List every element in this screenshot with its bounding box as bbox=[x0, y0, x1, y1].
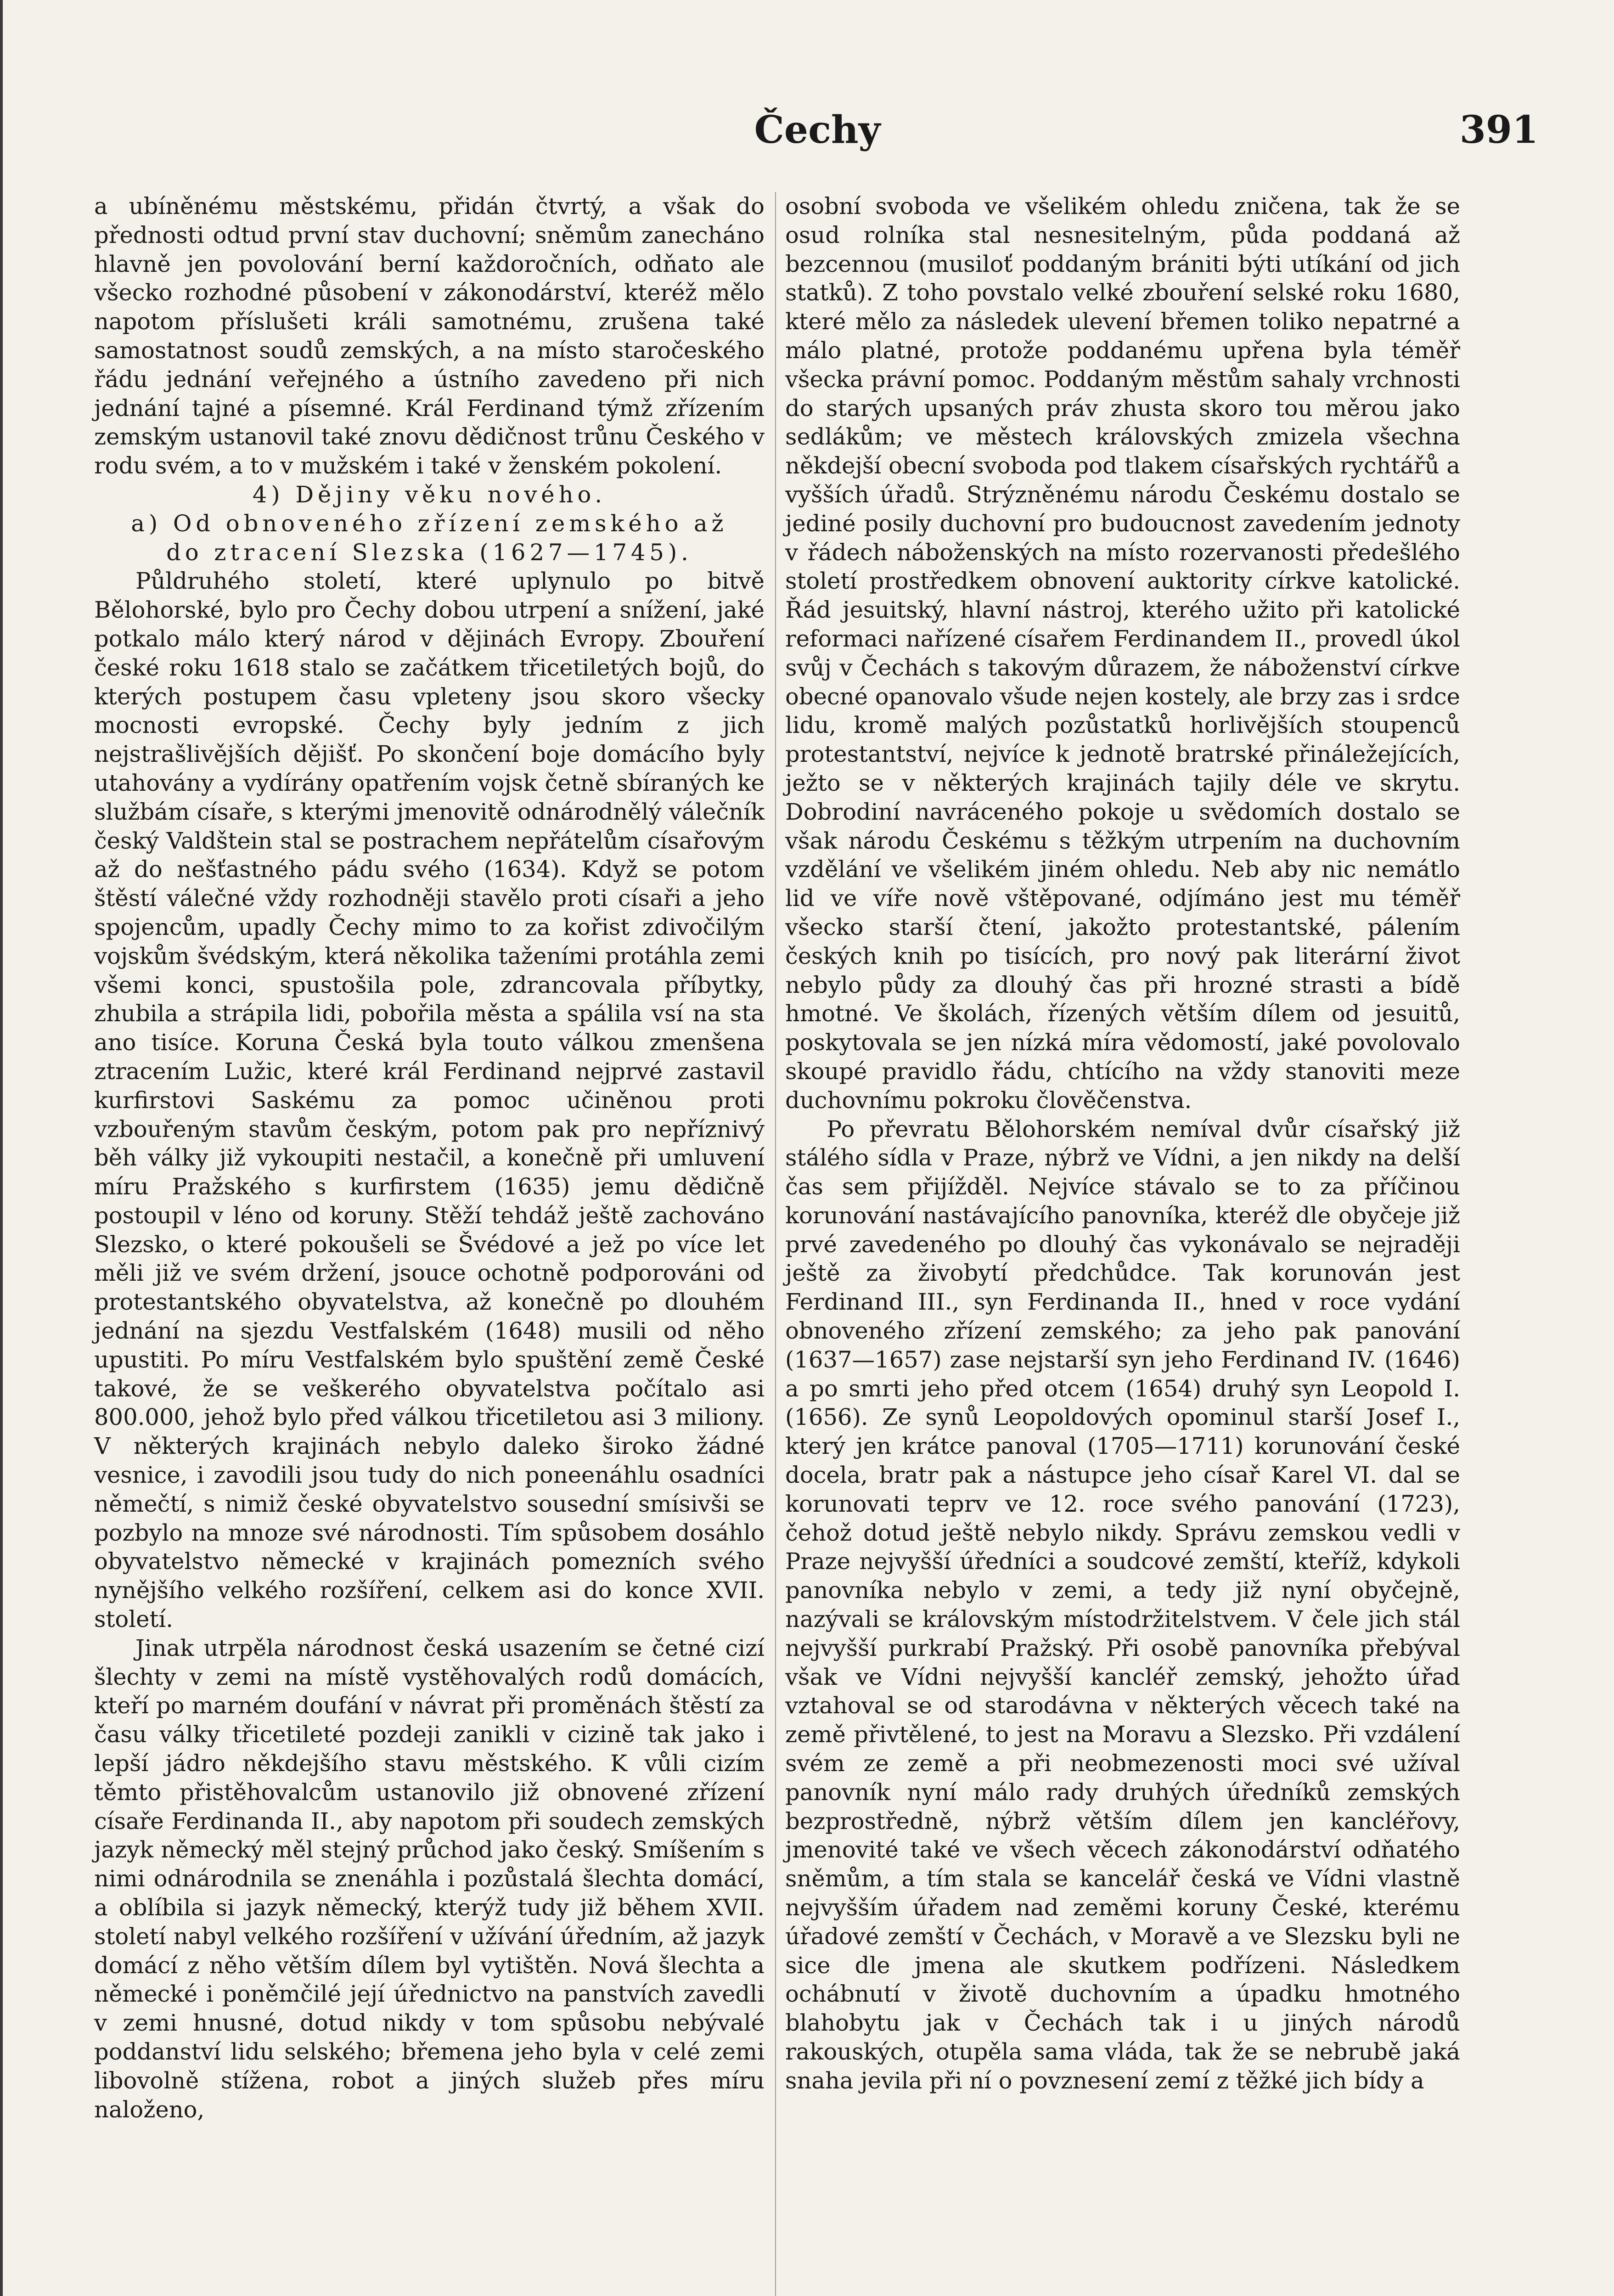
paragraph: Po převratu Bělohorském nemíval dvůr císařský již stálého sídla v Praze, nýbrž ve Vídni, a jen nikdy na delší čas sem přijížděl. Nejvíce stávalo se to za příčinou korunování nastávajícího panovníka, kteréž dle obyčeje již prvé zavedeného po dlouhý čas vykonávalo se nejraději ještě za živobytí předchůdce. Tak korunován jest Ferdinand III., syn Ferdinanda II., hned v roce vydání obnoveného zřízení zemského; za jeho pak panování (1637—1657) zase nejstarší syn jeho Ferdinand IV. (1646) a po smrti jeho před otcem (1654) druhý syn Leopold I. (1656). Ze synů Leopoldových opominul starší Josef I., který jen krátce panoval (1705—1711) korunování české docela, bratr pak a nástupce jeho císař Karel VI. dal se korunovati teprv ve 12. roce svého panování (1723), čehož dotud ještě nebylo nikdy. Správu zemskou vedli v Praze nejvyšší úředníci a soudcové zemští, kteříž, kdykoli panovníka nebylo v zemi, a tedy již nyní obyčejně, nazývali se královským místodržitelstvem. V čele jich stál nejvyšší purkrabí Pražský. Při osobě panovníka přebýval však ve Vídni nejvyšší kancléř zemský, jehožto úřad vztahoval se od starodávna v některých věcech také na země přivtělené, to jest na Moravu a Slezsko. Při vzdálení svém ze země a při neobmezenosti moci své užíval panovník nyní málo rady druhých úředníků zemských bezprostředně, nýbrž větším dílem jen kancléřovy, jmenovité také ve všech věcech zákonodárství odňatého sněmům, a tím stala se kancelář česká ve Vídni vlastně nejvyšším úřadem nad zeměmi koruny České, kterému úřadové zemští v Čechách, v Moravě a ve Slezsku byli ne sice dle jmena ale skutkem podřízeni. Následkem ochábnutí v životě duchovním a úpadku hmotného blahobytu jak v Čechách tak i u jiných národů rakouských, otupěla sama vláda, tak že se nebrubě jaká snaha jevila při ní o povznesení zemí z těžké jich bídy a bbox=[785, 1115, 1460, 2094]
sub-heading-line: do ztracení Slezska (1627—1745). bbox=[166, 539, 692, 566]
column-divider bbox=[775, 192, 776, 2296]
running-title: Čechy bbox=[754, 108, 881, 152]
page-edge bbox=[0, 0, 3, 2296]
paragraph: a ubíněnému městskému, přidán čtvrtý, a však do přednosti odtud první stav duchovní; sněmům zanecháno hlavně jen povolování berní každoročních, odňato ale všecko rozhodné působení v zákonodárství, kteréž mělo napotom příslušeti králi samotnému, zrušena také samostatnost soudů zemských, a na místo staročeského řádu jednání veřejného a ústního zavedeno při nich jednání tajné a písemné. Král Ferdinand týmž zřízením zemským ustanovil také znovu dědičnost trůnu Českého v rodu svém, a to v mužském i také v ženském pokolení. bbox=[94, 193, 765, 479]
sub-heading-line: a) Od obnoveného zřízení zemského až bbox=[131, 510, 728, 537]
left-column bbox=[94, 192, 765, 2124]
page-number: 391 bbox=[1459, 108, 1538, 152]
right-column bbox=[785, 192, 1460, 2095]
paragraph: Půldruhého století, které uplynulo po bitvě Bělohorské, bylo pro Čechy dobou utrpení a snížení, jaké potkalo málo který národ v dějinách Evropy. Zbouření české roku 1618 stalo se začátkem třicetiletých bojů, do kterých postupem času vpleteny jsou skoro všecky mocnosti evropské. Čechy byly jedním z jich nejstrašlivějších dějišť. Po skončení boje domácího byly utahovány a vydírány opatřením vojsk četně sbíraných ke službám císaře, s kterými jmenovitě odnárodnělý válečník český Valdštein stal se postrachem nepřátelům císařovým až do nešťastného pádu svého (1634). Když se potom štěstí válečné vždy rozhodněji stavělo proti císaři a jeho spojencům, upadly Čechy mimo to za kořist zdivočilým vojskům švédským, která několika taženími protáhla zemi všemi konci, spustošila pole, zdrancovala příbytky, zhubila a strápila lidi, pobořila města a spálila vsí na sta ano tisíce. Koruna Česká byla touto válkou zmenšena ztracením Lužic, které král Ferdinand nejprvé zastavil kurfirstovi Saskému za pomoc učiněnou proti vzbouřeným stavům českým, potom pak pro nepříznivý běh války již vykoupiti nestačil, a konečně při umluvení míru Pražského s kurfirstem (1635) jemu dědičně postoupil v léno od koruny. Stěží tehdáž ještě zachováno Slezsko, o které pokoušeli se Švédové a jež po více let měli již ve svém držení, jsouce ochotně podporováni od protestantského obyvatelstva, až konečně po dlouhém jednání na sjezdu Vestfalském (1648) musili od něho upustiti. Po míru Vestfalském bylo spuštění země České takové, že se veškerého obyvatelstva počítalo asi 800.000, jehož bylo před válkou třicetiletou asi 3 miliony. V některých krajinách nebylo daleko široko žádné vesnice, i zavodili jsou tudy do nich poneenáhlu osadníci němečtí, s nimiž české obyvatelstvo sousední smísivši se pozbylo na mnoze své národnosti. Tím spůsobem dosáhlo obyvatelstvo německé v krajinách pomezních svého nynějšího velkého rozšíření, celkem asi do konce XVII. století. bbox=[94, 568, 765, 1633]
section-heading: 4) Dějiny věku nového. bbox=[252, 481, 607, 508]
paragraph: osobní svoboda ve všelikém ohledu zničena, tak že se osud rolníka stal nesnesitelným, půda poddaná až bezcennou (musiloť poddaným brániti býti utíkání od jich statků). Z toho povstalo velké zbouření selské roku 1680, které mělo za následek ulevení břemen toliko nepatrné a málo platné, protože poddanému upřena byla téměř všecka právní pomoc. Poddaným městům sahaly vrchnosti do starých upsaných práv zhusta skoro tou měrou jako sedlákům; ve městech královských zmizela všechna někdejší obecní svoboda pod tlakem císařských rychtářů a vyšších úřadů. Strýzněnému národu Českému dostalo se jediné posily duchovní pro budoucnost zavedením jednoty v řádech náboženských na místo rozervanosti předešlého století prostředkem obnovení auktority církve katolické. Řád jesuitský, hlavní nástroj, kterého užito při katolické reformaci nařízené císařem Ferdinandem II., provedl úkol svůj v Čechách s takovým důrazem, že náboženství církve obecné opanovalo všude nejen kostely, ale brzy zas i srdce lidu, kromě malých pozůstatků horlivějších stoupenců protestantství, nejvíce k jednotě bratrské přináležejících, ježto se v některých krajinách tajily déle ve skrytu. Dobrodiní navráceného pokoje u svědomích dostalo se však národu Českému s těžkým utrpením na duchovním vzdělání ve všelikém jiném ohledu. Neb aby nic nemátlo lid ve víře nově vštěpované, odjímáno jest mu téměř všecko starší čtení, jakožto protestantské, pálením českých knih po tisících, pro nový pak literární život nebylo půdy za dlouhý čas při hrozné strasti a bídě hmotné. Ve školách, řízených větším dílem od jesuitů, poskytovala se jen nízká míra vědomostí, jaké povolovalo skoupé pravidlo řádu, chtícího na vždy stanoviti meze duchovnímu pokroku člověčenstva. bbox=[785, 193, 1460, 1114]
paragraph: Jinak utrpěla národnost česká usazením se četné cizí šlechty v zemi na místě vystěhovalých rodů domácích, kteří po marném doufání v návrat při proměnách štěstí za času války třicetileté pozdeji zanikli v cizině tak jako i lepší jádro někdejšího stavu městského. K vůli cizím těmto přistěhovalcům ustanovilo již obnovené zřízení císaře Ferdinanda II., aby napotom při soudech zemských jazyk německý měl stejný průchod jako český. Smíšením s nimi odnárodnila se znenáhla i pozůstalá šlechta domácí, a oblíbila si jazyk německý, kterýž tudy již během XVII. století nabyl velkého rozšíření v užívání úředním, až jazyk domácí z něho větším dílem byl vytištěn. Nová šlechta a německé i poněmčilé její úřednictvo na panstvích zavedli v zemi hnusné, dotud nikdy v tom spůsobu nebývalé poddanství lidu selského; břemena jeho byla v celé zemi libovolně stížena, robot a jiných služeb přes míru naloženo, bbox=[94, 1634, 765, 2123]
